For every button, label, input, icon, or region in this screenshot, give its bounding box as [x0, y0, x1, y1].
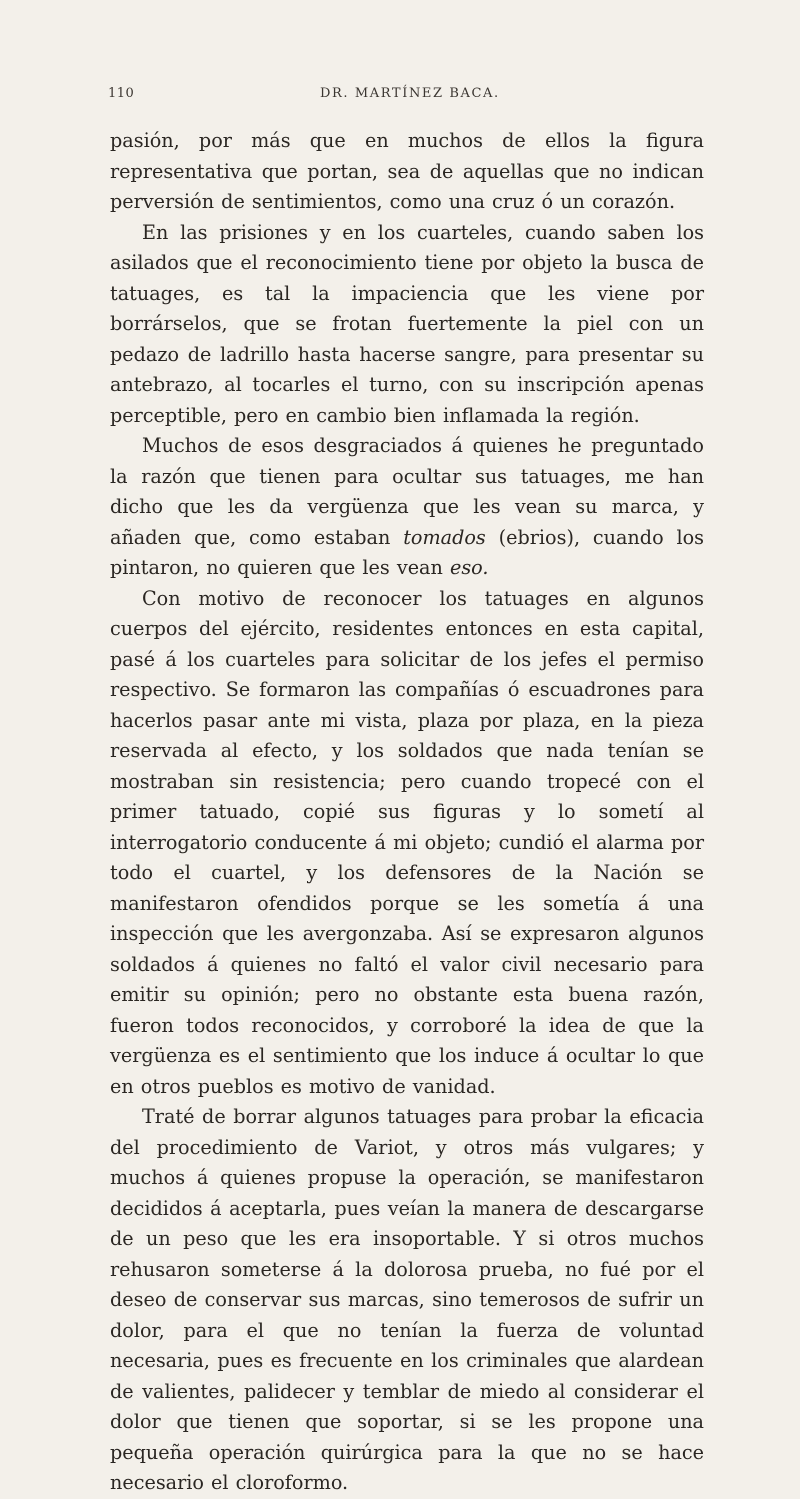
body-text — [110, 126, 704, 1499]
page-header — [108, 86, 708, 106]
italic-word-tomados: tomados — [403, 525, 486, 549]
paragraph-3 — [110, 431, 704, 584]
paragraph-4: Con motivo de reconocer los tatuages en algunos cuerpos del ejército, residentes entonces en esta capital, pasé á los cuarteles para solicitar de los jefes el permiso respectivo. Se formaron las compañías ó escuadrones para hacerlos pasar ante mi vista, plaza por plaza, en la pieza reservada al efecto, y los soldados que nada tenían se mostraban sin resistencia; pero cuando tropecé con el primer tatuado, copié sus figuras y lo sometí al interrogatorio conducente á mi objeto; cundió el alarma por todo el cuartel, y los defensores de la Nación se manifestaron ofendidos porque se les sometía á una inspección que les avergonzaba. Así se expresaron algunos soldados á quienes no faltó el valor civil necesario para emitir su opinión; pero no obstante esta buena razón, fueron todos reconocidos, y corroboré la idea de que la vergüenza es el sentimiento que los induce á ocultar lo que en otros pueblos es motivo de vanidad. — [110, 586, 704, 1098]
paragraph-2: En las prisiones y en los cuarteles, cuando saben los asilados que el reconocimiento tiene por objeto la busca de tatuages, es tal la impaciencia que les viene por borrárselos, que se frotan fuertemente la piel con un pedazo de ladrillo hasta hacerse sangre, para presentar su antebrazo, al tocarles el turno, con su inscripción apenas perceptible, pero en cambio bien inflamada la región. — [110, 220, 704, 427]
paragraph-3-text-a: Muchos de esos desgraciados á quienes he preguntado la razón que tienen para ocultar sus tatuages, me han dicho que les da vergüenza que les vean su marca, y añaden que, como estaban — [110, 434, 704, 549]
paragraph-1: pasión, por más que en muchos de ellos la figura representativa que portan, sea de aquellas que no indican perversión de sentimientos, como una cruz ó un corazón. — [110, 129, 704, 213]
paragraph-5: Traté de borrar algunos tatuages para probar la eficacia del procedimiento de Variot, y otros más vulgares; y muchos á quienes propuse la operación, se manifestaron decididos á aceptarla, pues veían la manera de descargarse de un peso que les era insoportable. Y si otros muchos rehusaron someterse á la dolorosa prueba, no fué por el deseo de conservar sus marcas, sino temerosos de sufrir un dolor, para el que no tenían la fuerza de voluntad necesaria, pues es frecuente en los criminales que alardean de valientes, palidecer y temblar de miedo al considerar el dolor que tienen que soportar, si se les propone una pequeña operación quirúrgica para la que no se hace necesario el cloroformo. — [110, 1105, 704, 1494]
running-head: DR. MARTÍNEZ BACA. — [320, 86, 500, 101]
paragraph-3-text-b: (ebrios), cuando los pintaron, no quieren que les vean — [110, 525, 705, 579]
italic-word-eso: eso. — [449, 556, 489, 579]
page-number: 110 — [108, 86, 135, 101]
